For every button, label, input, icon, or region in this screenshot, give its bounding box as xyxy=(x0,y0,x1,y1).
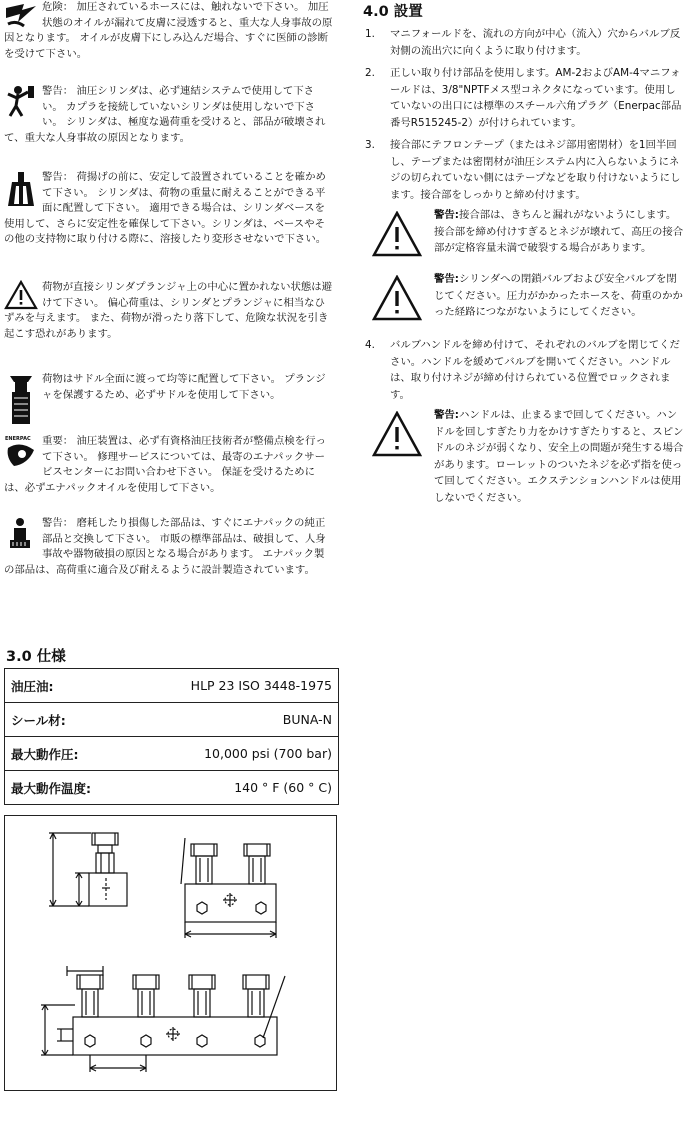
install-step-3 xyxy=(362,137,684,331)
spec-row xyxy=(5,771,338,804)
parts-icon xyxy=(4,516,38,552)
side-view xyxy=(49,833,127,906)
lifting-stand-icon xyxy=(4,170,38,210)
install-section-title: 4.0 設置 xyxy=(363,4,423,20)
spec-table xyxy=(4,668,339,805)
install-warning-1 xyxy=(362,207,684,267)
safety-notice-1 xyxy=(4,0,334,62)
safety-notice-5 xyxy=(4,372,334,428)
spec-row xyxy=(5,737,338,771)
warning-label: 警告: xyxy=(434,209,459,221)
safety-text: 警告： 磨耗したり損傷した部品は、すぐにエナパックの純正部品と交換して下さい。 市販の標準部品は、破損して、人身事故や器物破損の原因となる場合があります。 エナパック製の部品は、高荷重に適合及び耐えるように設計製造されています。 xyxy=(4,517,326,576)
warning-text: ハンドルは、止まるまで回してください。ハンドルを回しすぎたり力をかけすぎたりすると、スピンドルのネジが弱くなり、安全上の問題が発生する場合があります。ローレットのついたネジを必ず指を使って回してください。エクステンションハンドルは使用しないでください。 xyxy=(434,409,684,504)
spec-section-title: 3.0 仕様 xyxy=(6,649,66,665)
install-warning-3 xyxy=(362,407,684,506)
am2-front-view xyxy=(181,838,276,938)
spec-label: 最大動作温度: xyxy=(11,780,91,796)
install-step-1 xyxy=(362,26,684,59)
spec-label: 油圧油: xyxy=(11,678,54,694)
step-text: マニフォールドを、流れの方向が中心（流入）穴からバルブ反対側の流出穴に向くように取り付けます。 xyxy=(390,28,681,57)
manifold-drawing-svg xyxy=(5,816,336,1090)
cylinder-operator-icon xyxy=(4,84,38,118)
warning-triangle-icon xyxy=(4,280,38,310)
warning-text: シリンダへの閉鎖バルブおよび安全バルブを閉じてください。圧力がかかったホースを、荷重のかかった経路につながないようにしてください。 xyxy=(434,273,683,318)
am4-front-view xyxy=(41,966,285,1072)
step-text: 接合部にテフロンテープ（またはネジ部用密閉材）を1回半回し、テープまたは密閉材が油圧システム内に入らないようにネジの切られていない側にはテープなどを取り付けないようにします。接合部をしっかりと締め付けます。 xyxy=(390,139,681,201)
safety-notice-2 xyxy=(4,84,334,146)
spec-value: 140 ° F (60 ° C) xyxy=(234,780,332,795)
warning-text: 接合部は、きちんと漏れがないようにします。接合部を締め付けすぎるとネジが壊れて、高圧の接合部が定格容量未満で破裂する場合があります。 xyxy=(434,209,684,254)
install-step-2 xyxy=(362,65,684,131)
safety-text: 荷物が直接シリンダプランジャ上の中心に置かれない状態は避けて下さい。 偏心荷重は、シリンダとプランジャに相当なひずみを与えます。 また、荷物が滑ったり落下して、危険な状況を引き起こす恐れがあります。 xyxy=(4,281,333,340)
spec-label: 最大動作圧: xyxy=(11,746,79,762)
step-number: 4. xyxy=(365,339,375,351)
enerpac-service-icon xyxy=(4,434,38,470)
saddle-icon xyxy=(4,372,38,428)
safety-text: 警告： 荷揚げの前に、安定して設置されていることを確かめて下さい。 シリンダは、荷物の重量に耐えることができる平面に配置して下さい。 適用できる場合は、シリンダベースを使用して、さらに安定性を確保して下さい。シリンダは、ベースやその他の支持物に取り付ける際に、溶接したり変形させないで下さい。 xyxy=(4,171,327,245)
install-steps xyxy=(362,26,684,512)
install-step-4 xyxy=(362,337,684,506)
warning-triangle-icon xyxy=(372,275,422,321)
svg-text:ENERPAC: ENERPAC xyxy=(5,436,31,442)
safety-text: 警告： 油圧シリンダは、必ず連結システムで使用して下さい。 カプラを接続していないシリンダは使用しないで下さい。 シリンダは、極度な過荷重を受けると、部品が破壊されて、重大な人身事故の原因となります。 xyxy=(4,85,326,144)
safety-notice-7 xyxy=(4,516,334,578)
spec-value: BUNA-N xyxy=(282,712,332,727)
manifold-dimension-drawing xyxy=(4,815,337,1091)
step-text: バルブハンドルを締め付けて、それぞれのバルブを閉じてください。ハンドルを緩めてバルブを開いてください。ハンドルは、取り付けネジが締め付けられている位置でロックされます。 xyxy=(390,339,680,401)
safety-text: 危険： 加圧されているホースには、触れないで下さい。 加圧状態のオイルが漏れて皮膚に浸透すると、重大な人身事故の原因となります。 オイルが皮膚下にしみ込んだ場合、すぐに医師の診断を受けて下さい。 xyxy=(4,1,333,60)
warning-triangle-icon xyxy=(372,411,422,457)
install-warning-2 xyxy=(362,271,684,331)
warning-label: 警告: xyxy=(434,409,459,421)
safety-text: 荷物はサドル全面に渡って均等に配置して下さい。 プランジャを保護するため、必ずサドルを使用して下さい。 xyxy=(42,373,326,401)
warning-triangle-icon xyxy=(372,211,422,257)
step-number: 2. xyxy=(365,67,375,79)
step-text: 正しい取り付け部品を使用します。AM-2およびAM-4マニフォールドは、3/8"NPTFメス型コネクタになっています。使用していないの出口には標準のスチール六角プラグ（Enerpac部品番号R515245-2）が付けられています。 xyxy=(390,67,682,129)
safety-notice-6 xyxy=(4,434,334,496)
safety-notice-3 xyxy=(4,170,334,248)
warning-label: 警告: xyxy=(434,273,459,285)
spec-row xyxy=(5,669,338,703)
spec-row xyxy=(5,703,338,737)
danger-hose-icon xyxy=(4,0,38,30)
spec-label: シール材: xyxy=(11,712,66,728)
spec-value: 10,000 psi (700 bar) xyxy=(204,746,332,761)
safety-text: 重要： 油圧装置は、必ず有資格油圧技術者が整備点検を行って下さい。 修理サービスについては、最寄のエナパックサービスセンターにお問い合わせ下さい。 保証を受けるためには、必ずエナパックオイルを使用して下さい。 xyxy=(4,435,326,494)
safety-notice-4 xyxy=(4,280,334,342)
step-number: 3. xyxy=(365,139,375,151)
spec-value: HLP 23 ISO 3448-1975 xyxy=(190,678,332,693)
step-number: 1. xyxy=(365,28,375,40)
